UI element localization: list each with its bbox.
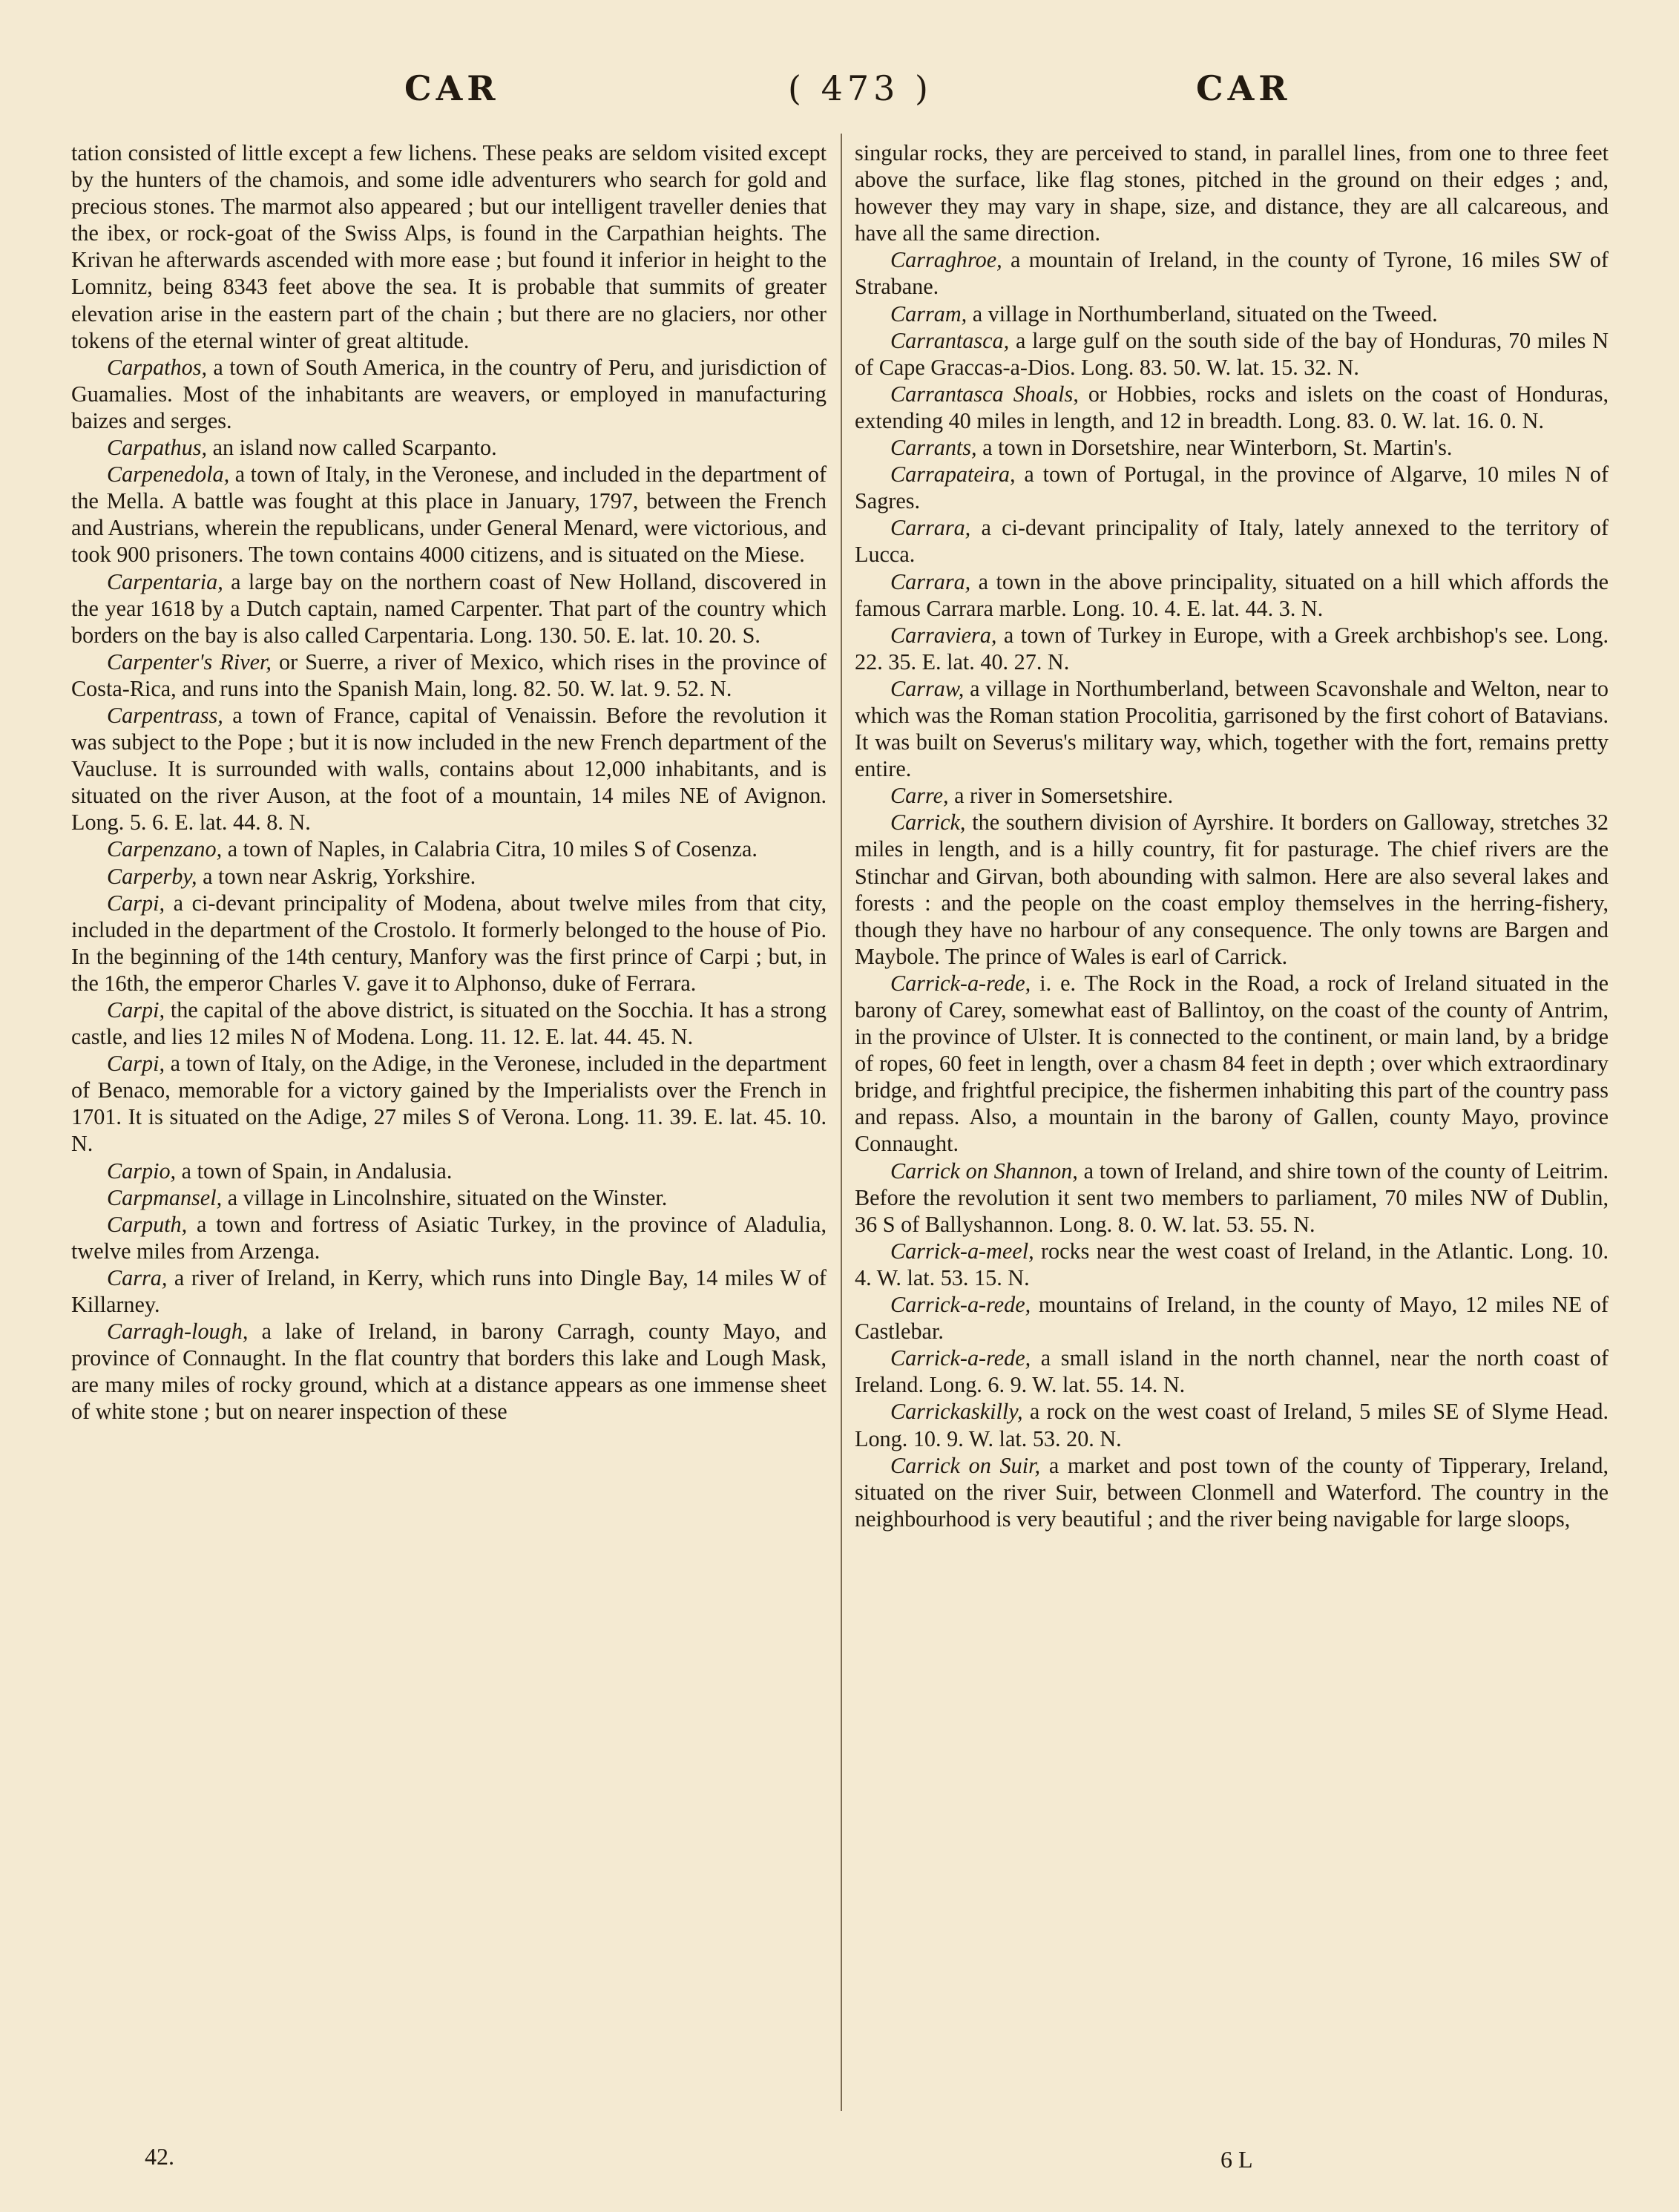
entry-headword: Carrick-a-rede, <box>890 1345 1031 1371</box>
entry-headword: Carpathos, <box>107 354 208 380</box>
header-right-word: CAR <box>1196 68 1292 108</box>
entry-text: mountains of Ireland, in the county of Mayo, 12 miles NE of Castlebar. <box>855 1292 1609 1345</box>
entry-headword: Carrick on Shannon, <box>890 1158 1078 1184</box>
entry-text: an island now called Scarpanto. <box>207 435 497 461</box>
entry-headword: Carrara, <box>890 515 971 541</box>
entry-text: a mountain of Ireland, in the county of Tyrone, 16 miles SW of Strabane. <box>855 247 1609 300</box>
header-left-word: CAR <box>404 68 500 108</box>
entry-text: a village in Lincolnshire, situated on the Winster. <box>222 1184 668 1210</box>
gazetteer-entry <box>855 622 1609 675</box>
entry-text: a town of Spain, in Andalusia. <box>176 1158 453 1184</box>
gazetteer-entry <box>71 1158 827 1184</box>
entry-text: a river of Ireland, in Kerry, which runs into Dingle Bay, 14 miles W of Killarney. <box>71 1264 827 1318</box>
entry-headword: Carraw, <box>890 675 965 701</box>
gazetteer-entry <box>855 568 1609 622</box>
right-column <box>855 140 1609 1532</box>
entry-text: a town of Portugal, in the province of Algarve, 10 miles N of Sagres. <box>855 462 1609 514</box>
gazetteer-entry <box>855 1345 1609 1398</box>
entry-text: a small island in the north channel, near the north coast of Ireland. Long. 6. 9. W. lat. 55. 14. N. <box>855 1345 1609 1398</box>
entry-headword: Carrick, <box>890 810 966 836</box>
gazetteer-entry <box>71 890 827 997</box>
gazetteer-entry <box>855 301 1609 327</box>
entry-text: tation consisted of little except a few lichens. These peaks are seldom visited except by the hunters of the chamois, and some idle adventurers who search for gold and precious stones. The marmot also appeared ; but our intelligent traveller denies that the ibex, or rock-goat of the Swiss Alps, is found in the Carpathian heights. The Krivan he afterwards ascended with more ease ; but found it inferior in height to the Lomnitz, being 8343 feet above the sea. It is probable that summits of greater elevation arise in the eastern part of the chain ; but there are no glaciers, nor other tokens of the eternal winter of great altitude. <box>71 140 827 353</box>
entry-headword: Carpathus, <box>107 435 208 461</box>
entry-text: a lake of Ireland, in barony Carragh, county Mayo, and province of Connaught. In the flat country that borders this lake and Lough Mask, are many miles of rocky ground, which at a distance appears as one immense sheet of white stone ; but on nearer inspection of these <box>71 1319 827 1425</box>
gazetteer-entry <box>71 354 827 434</box>
gazetteer-entry <box>855 970 1609 1158</box>
gazetteer-entry <box>855 782 1609 809</box>
gazetteer-entry <box>855 514 1609 568</box>
entry-headword: Carpi, <box>107 890 165 916</box>
gazetteer-entry <box>855 1238 1609 1291</box>
gazetteer-entry <box>71 836 827 862</box>
page-number: ( 473 ) <box>788 68 933 108</box>
entry-headword: Carpenedola, <box>107 462 230 488</box>
entry-headword: Carrick-a-rede, <box>890 970 1031 996</box>
entry-text: the southern division of Ayrshire. It borders on Galloway, stretches 32 miles in length, and is a hilly country, fit for pasturage. The chief rivers are the Stinchar and Girvan, both abounding with salmon. Here are also several lakes and forests : and the people on the coast employ themselves in the herring-fishery, though they have no harbour of any consequence. The only towns are Bargen and Maybole. The prince of Wales is earl of Carrick. <box>855 810 1609 969</box>
entry-text: a large bay on the northern coast of New Holland, discovered in the year 1618 by a Dutch captain, named Carpenter. That part of the country which borders on the bay is also called Carpentaria. Long. 130. 50. E. lat. 10. 20. S. <box>71 568 827 648</box>
gazetteer-entry <box>71 863 827 890</box>
left-column <box>71 140 827 1425</box>
entry-headword: Carrickaskilly, <box>890 1399 1023 1425</box>
gazetteer-entry <box>855 327 1609 381</box>
gazetteer-entry <box>71 997 827 1050</box>
entry-text: a large gulf on the south side of the bay of Honduras, 70 miles N of Cape Graccas-a-Dios. Long. 83. 50. W. lat. 15. 32. N. <box>855 327 1609 380</box>
gazetteer-entry <box>855 246 1609 300</box>
entry-headword: Carram, <box>890 301 967 326</box>
entry-headword: Carraviera, <box>890 622 997 648</box>
entry-headword: Carrick on Suir, <box>890 1452 1041 1478</box>
gazetteer-entry <box>71 702 827 836</box>
gazetteer-entry <box>71 1050 827 1157</box>
gazetteer-entry <box>71 461 827 568</box>
entry-text: a river in Somersetshire. <box>948 783 1174 809</box>
entry-headword: Carpi, <box>107 1051 165 1077</box>
entry-headword: Carpentrass, <box>107 702 223 728</box>
entry-text: a town of Naples, in Calabria Citra, 10 miles S of Cosenza. <box>222 836 758 862</box>
entry-headword: Carrapateira, <box>890 462 1016 488</box>
entry-headword: Carpenzano, <box>107 836 223 862</box>
gazetteer-entry <box>855 1158 1609 1238</box>
entry-headword: Carrants, <box>890 435 977 461</box>
entry-headword: Carrantasca, <box>890 327 1010 353</box>
entry-text: or Suerre, a river of Mexico, which rises in the province of Costa-Rica, and runs into the Spanish Main, long. 82. 50. W. lat. 9. 52. N. <box>71 649 827 701</box>
entry-text: a village in Northumberland, between Scavonshale and Welton, near to which was the Roman station Procolitia, garrisoned by the first cohort of Batavians. It was built on Severus's military way, which, together with the fort, remains pretty entire. <box>855 675 1609 782</box>
signature-mark-right: 6 L <box>1220 2146 1253 2173</box>
entry-headword: Carputh, <box>107 1211 188 1237</box>
entry-text: a town of Italy, on the Adige, in the Veronese, included in the department of Benaco, memorable for a victory gained by the Imperialists over the French in 1701. It is situated on the Adige, 27 miles S of Verona. Long. 11. 39. E. lat. 45. 10. N. <box>71 1051 827 1157</box>
gazetteer-entry <box>71 1264 827 1318</box>
entry-text: a ci-devant principality of Italy, lately annexed to the territory of Lucca. <box>855 515 1609 568</box>
entry-text: a town in the above principality, situated on a hill which affords the famous Carrara marble. Long. 10. 4. E. lat. 44. 3. N. <box>855 568 1609 621</box>
column-divider <box>841 134 842 2111</box>
entry-headword: Carrick-a-meel, <box>890 1238 1034 1264</box>
entry-text: rocks near the west coast of Ireland, in the Atlantic. Long. 10. 4. W. lat. 53. 15. N. <box>855 1238 1609 1290</box>
gazetteer-entry <box>855 675 1609 782</box>
entry-headword: Carpmansel, <box>107 1184 223 1210</box>
entry-headword: Carra, <box>107 1264 168 1290</box>
entry-headword: Carre, <box>890 783 949 809</box>
entry-text: a town of Turkey in Europe, with a Greek archbishop's see. Long. 22. 35. E. lat. 40. 27. N. <box>855 622 1609 675</box>
entry-text: a rock on the west coast of Ireland, 5 miles SE of Slyme Head. Long. 10. 9. W. lat. 53. 20. N. <box>855 1399 1609 1451</box>
entry-text: the capital of the above district, is situated on the Socchia. It has a strong castle, and lies 12 miles N of Modena. Long. 11. 12. E. lat. 44. 45. N. <box>71 997 827 1050</box>
gazetteer-entry <box>855 809 1609 970</box>
entry-text: a town of Ireland, and shire town of the county of Leitrim. Before the revolution it sent two members to parliament, 70 miles NW of Dublin, 36 S of Ballyshannon. Long. 8. 0. W. lat. 53. 55. N. <box>855 1158 1609 1237</box>
entry-text: a town of France, capital of Venaissin. Before the revolution it was subject to the Pope ; but it is now included in the new French department of the Vaucluse. It is surrounded with walls, contains about 12,000 inhabitants, and is situated on the river Auson, at the foot of a mountain, 14 miles NE of Avignon. Long. 5. 6. E. lat. 44. 8. N. <box>71 702 827 836</box>
gazetteer-entry <box>71 568 827 649</box>
entry-text: a town of South America, in the country of Peru, and jurisdiction of Guamalies. Most of the inhabitants are weavers, or employed in manufacturing baizes and serges. <box>71 354 827 433</box>
entry-text: singular rocks, they are perceived to stand, in parallel lines, from one to three feet above the surface, like flag stones, pitched in the ground on their edges ; and, however they may vary in shape, size, and distance, they are all calcareous, and have all the same direction. <box>855 140 1609 246</box>
gazetteer-entry <box>855 434 1609 461</box>
entry-headword: Carpenter's River, <box>107 649 272 675</box>
entry-headword: Carrara, <box>890 568 971 594</box>
entry-text: a ci-devant principality of Modena, about twelve miles from that city, included in the department of the Crostolo. It formerly belonged to the house of Pio. In the beginning of the 14th century, Manfory was the first prince of Carpi ; but, in the 16th, the emperor Charles V. gave it to Alphonso, duke of Ferrara. <box>71 890 827 996</box>
entry-text: a village in Northumberland, situated on the Tweed. <box>967 301 1438 326</box>
gazetteer-entry <box>855 1398 1609 1451</box>
entry-text: or Hobbies, rocks and islets on the coast of Honduras, extending 40 miles in length, and 12 in breadth. Long. 83. 0. W. lat. 16. 0. N. <box>855 381 1609 433</box>
gazetteer-entry <box>855 1452 1609 1532</box>
entry-headword: Carpio, <box>107 1158 177 1184</box>
gazetteer-entry <box>855 461 1609 514</box>
entry-headword: Carrick-a-rede, <box>890 1292 1031 1318</box>
entry-headword: Carpentaria, <box>107 568 223 594</box>
entry-text: a town near Askrig, Yorkshire. <box>197 863 476 889</box>
entry-text: a town and fortress of Asiatic Turkey, in the province of Aladulia, twelve miles from Arzenga. <box>71 1211 827 1264</box>
gazetteer-entry <box>855 381 1609 434</box>
entry-headword: Carraghroe, <box>890 247 1002 273</box>
gazetteer-entry <box>71 1184 827 1211</box>
entry-text: a town in Dorsetshire, near Winterborn, St. Martin's. <box>976 435 1453 461</box>
entry-headword: Carperby, <box>107 863 197 889</box>
gazetteer-entry <box>71 649 827 702</box>
gazetteer-entry <box>855 140 1609 246</box>
entry-headword: Carragh-lough, <box>107 1319 249 1345</box>
gazetteer-entry <box>71 434 827 461</box>
entry-headword: Carrantasca Shoals, <box>890 381 1079 407</box>
gazetteer-entry <box>71 1211 827 1264</box>
gazetteer-entry <box>71 140 827 354</box>
entry-text: a town of Italy, in the Veronese, and included in the department of the Mella. A battle was fought at this place in January, 1797, between the French and Austrians, wherein the republicans, under General Menard, were victorious, and took 900 prisoners. The town contains 4000 citizens, and is situated on the Miese. <box>71 462 827 568</box>
entry-text: i. e. The Rock in the Road, a rock of Ireland situated in the barony of Carey, somewhat east of Ballintoy, on the coast of the county of Antrim, in the province of Ulster. It is connected to the continent, or main land, by a bridge of ropes, 60 feet in length, over a chasm 84 feet in depth ; over which extraordinary bridge, and frightful precipice, the fishermen inhabiting this part of the country pass and repass. Also, a mountain in the barony of Gallen, county Mayo, province Connaught. <box>855 970 1609 1157</box>
entry-text: a market and post town of the county of Tipperary, Ireland, situated on the river Suir, between Clonmell and Waterford. The country in the neighbourhood is very beautiful ; and the river being navigable for large sloops, <box>855 1452 1609 1532</box>
running-header <box>0 68 1679 120</box>
entry-headword: Carpi, <box>107 997 165 1023</box>
gazetteer-entry <box>855 1291 1609 1345</box>
gazetteer-entry <box>71 1318 827 1425</box>
signature-mark-left: 42. <box>145 2143 174 2170</box>
